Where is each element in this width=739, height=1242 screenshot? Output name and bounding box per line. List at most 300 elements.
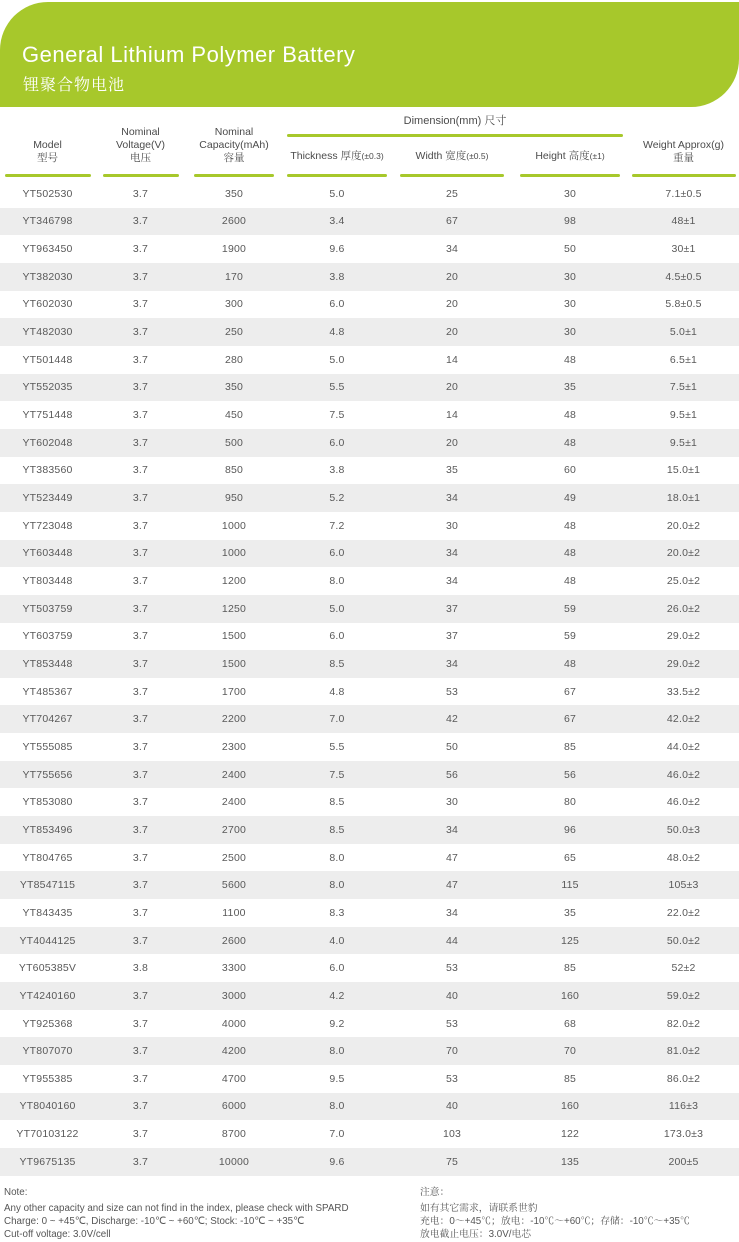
table-row [0,429,739,457]
cell-weight: 26.0±2 [666,602,701,615]
cell-height: 85 [563,1072,577,1085]
table-row [0,374,739,402]
cell-thickness: 8.0 [329,1100,345,1113]
cell-thickness: 6.0 [329,547,345,560]
cell-width: 40 [445,989,459,1002]
cell-capacity: 1500 [221,630,247,643]
cell-width: 56 [445,768,459,781]
cell-model: YT4240160 [19,989,76,1002]
table-row [0,871,739,899]
cell-weight: 46.0±2 [666,796,701,809]
cell-weight: 9.5±1 [669,436,698,449]
cell-weight: 200±5 [668,1155,699,1168]
cell-width: 30 [445,519,459,532]
column-underline [520,174,620,177]
cell-width: 30 [445,796,459,809]
table-row [0,733,739,761]
cell-model: YT602048 [22,436,73,449]
cell-width: 20 [445,381,459,394]
column-underline [400,174,504,177]
cell-height: 160 [560,1100,580,1113]
note-line: 如有其它需求，请联系世豹 [420,1203,538,1214]
cell-width: 53 [445,1072,459,1085]
cell-height: 56 [563,768,577,781]
cell-thickness: 9.6 [329,1155,345,1168]
table-row [0,1093,739,1121]
cell-height: 59 [563,602,577,615]
cell-model: YT8547115 [19,879,76,892]
cell-weight: 44.0±2 [666,740,701,753]
column-header-height: Height 高度(±1) [512,110,628,180]
cell-weight: 7.1±0.5 [665,187,702,200]
cell-capacity: 4000 [221,1017,247,1030]
cell-thickness: 8.3 [329,906,345,919]
cell-width: 34 [445,243,459,256]
cell-model: YT955385 [22,1072,73,1085]
cell-model: YT555085 [22,740,73,753]
cell-voltage: 3.7 [132,187,149,200]
cell-model: YT804765 [22,851,73,864]
cell-capacity: 10000 [218,1155,250,1168]
cell-capacity: 1500 [221,657,247,670]
table-row [0,1120,739,1148]
cell-thickness: 7.2 [329,519,345,532]
cell-model: YT482030 [22,326,73,339]
cell-model: YT853496 [22,823,73,836]
table-row [0,484,739,512]
cell-model: YT807070 [22,1045,73,1058]
cell-weight: 20.0±2 [666,547,701,560]
cell-height: 48 [563,409,577,422]
cell-thickness: 7.0 [329,1128,345,1141]
column-underline [632,174,736,177]
cell-capacity: 6000 [221,1100,247,1113]
page-header [0,2,739,107]
cell-height: 125 [560,934,580,947]
cell-model: YT346798 [22,215,73,228]
cell-voltage: 3.7 [132,492,149,505]
cell-thickness: 8.5 [329,796,345,809]
column-header-thickness: Thickness 厚度(±0.3) [282,110,392,180]
cell-thickness: 5.0 [329,353,345,366]
cell-height: 85 [563,962,577,975]
cell-thickness: 5.0 [329,602,345,615]
cell-model: YT501448 [22,353,73,366]
cell-weight: 86.0±2 [666,1072,701,1085]
table-row [0,899,739,927]
cell-voltage: 3.7 [132,381,149,394]
cell-width: 20 [445,298,459,311]
table-row [0,927,739,955]
cell-model: YT552035 [22,381,73,394]
column-underline [5,174,91,177]
cell-voltage: 3.7 [132,768,149,781]
cell-weight: 20.0±2 [666,519,701,532]
cell-capacity: 300 [224,298,244,311]
cell-width: 20 [445,270,459,283]
cell-capacity: 1900 [221,243,247,256]
column-header-weight: Weight Approx(g) 重量 [628,110,739,180]
cell-width: 14 [445,353,459,366]
cell-model: YT704267 [22,713,73,726]
cell-capacity: 950 [224,492,244,505]
cell-capacity: 3000 [221,989,247,1002]
cell-voltage: 3.7 [132,823,149,836]
cell-height: 60 [563,464,577,477]
table-row [0,401,739,429]
table-row [0,678,739,706]
cell-thickness: 8.0 [329,1045,345,1058]
cell-model: YT723048 [22,519,73,532]
cell-capacity: 2400 [221,768,247,781]
cell-voltage: 3.7 [132,851,149,864]
cell-width: 40 [445,1100,459,1113]
cell-thickness: 4.2 [329,989,345,1002]
cell-thickness: 8.5 [329,657,345,670]
cell-voltage: 3.7 [132,906,149,919]
note-title: 注意： [420,1187,450,1198]
table-row [0,844,739,872]
cell-weight: 59.0±2 [666,989,701,1002]
cell-capacity: 1250 [221,602,247,615]
cell-voltage: 3.7 [132,243,149,256]
table-row [0,1148,739,1176]
cell-width: 34 [445,906,459,919]
cell-width: 20 [445,436,459,449]
cell-width: 70 [445,1045,459,1058]
table-row [0,761,739,789]
cell-thickness: 6.0 [329,630,345,643]
table-row [0,1065,739,1093]
cell-width: 35 [445,464,459,477]
table-row [0,954,739,982]
cell-model: YT925368 [22,1017,73,1030]
table-row [0,595,739,623]
cell-capacity: 450 [224,409,244,422]
cell-weight: 29.0±2 [666,630,701,643]
cell-thickness: 9.2 [329,1017,345,1030]
cell-thickness: 5.5 [329,381,345,394]
cell-thickness: 3.8 [329,270,345,283]
table-row [0,650,739,678]
cell-capacity: 2500 [221,851,247,864]
cell-thickness: 9.6 [329,243,345,256]
cell-model: YT803448 [22,575,73,588]
cell-height: 122 [560,1128,580,1141]
column-header-model: Model 型号 [0,110,95,180]
cell-weight: 18.0±1 [666,492,701,505]
cell-capacity: 350 [224,187,244,200]
cell-height: 48 [563,547,577,560]
cell-model: YT853080 [22,796,73,809]
cell-voltage: 3.7 [132,464,149,477]
cell-model: YT603759 [22,630,73,643]
cell-model: YT9675135 [19,1155,76,1168]
table-row [0,623,739,651]
cell-thickness: 6.0 [329,436,345,449]
cell-thickness: 6.0 [329,298,345,311]
cell-weight: 173.0±3 [663,1128,704,1141]
cell-width: 75 [445,1155,459,1168]
cell-weight: 7.5±1 [669,381,698,394]
cell-capacity: 350 [224,381,244,394]
cell-weight: 105±3 [668,879,699,892]
cell-capacity: 2700 [221,823,247,836]
column-header-voltage: Nominal Voltage(V) 电压 [95,110,186,180]
cell-weight: 25.0±2 [666,575,701,588]
cell-voltage: 3.7 [132,547,149,560]
cell-model: YT603448 [22,547,73,560]
cell-weight: 42.0±2 [666,713,701,726]
cell-capacity: 250 [224,326,244,339]
table-row [0,567,739,595]
table-row [0,1037,739,1065]
column-underline [194,174,274,177]
cell-width: 53 [445,1017,459,1030]
note-title: Note: [4,1187,28,1198]
cell-voltage: 3.7 [132,436,149,449]
table-row [0,180,739,208]
cell-capacity: 8700 [221,1128,247,1141]
cell-model: YT383560 [22,464,73,477]
cell-capacity: 1200 [221,575,247,588]
cell-thickness: 5.5 [329,740,345,753]
table-row [0,208,739,236]
cell-height: 35 [563,906,577,919]
table-row [0,291,739,319]
cell-height: 30 [563,326,577,339]
table-row [0,540,739,568]
cell-thickness: 7.5 [329,409,345,422]
cell-weight: 81.0±2 [666,1045,701,1058]
cell-height: 50 [563,243,577,256]
cell-model: YT523449 [22,492,73,505]
cell-height: 98 [563,215,577,228]
cell-voltage: 3.7 [132,298,149,311]
cell-thickness: 7.5 [329,768,345,781]
cell-width: 37 [445,630,459,643]
cell-width: 47 [445,851,459,864]
cell-weight: 22.0±2 [666,906,701,919]
cell-weight: 4.5±0.5 [665,270,702,283]
notes-english [4,1186,404,1241]
cell-weight: 82.0±2 [666,1017,701,1030]
cell-width: 67 [445,215,459,228]
cell-voltage: 3.7 [132,1017,149,1030]
table-row [0,346,739,374]
cell-voltage: 3.7 [132,1045,149,1058]
cell-thickness: 3.8 [329,464,345,477]
cell-weight: 6.5±1 [669,353,698,366]
cell-model: YT751448 [22,409,73,422]
cell-height: 30 [563,187,577,200]
cell-capacity: 850 [224,464,244,477]
cell-width: 34 [445,547,459,560]
cell-thickness: 7.0 [329,713,345,726]
cell-thickness: 8.5 [329,823,345,836]
cell-weight: 9.5±1 [669,409,698,422]
cell-thickness: 8.0 [329,851,345,864]
cell-voltage: 3.7 [132,519,149,532]
cell-model: YT605385V [18,962,77,975]
cell-voltage: 3.7 [132,630,149,643]
cell-weight: 48.0±2 [666,851,701,864]
cell-capacity: 1100 [222,906,246,919]
notes-chinese [420,1186,735,1241]
cell-thickness: 4.8 [329,326,345,339]
cell-width: 50 [445,740,459,753]
cell-capacity: 2300 [221,740,247,753]
cell-model: YT503759 [22,602,73,615]
table-row [0,512,739,540]
cell-model: YT502530 [22,187,73,200]
cell-weight: 5.0±1 [669,326,698,339]
cell-height: 30 [563,270,577,283]
cell-height: 115 [561,879,579,892]
cell-width: 103 [442,1128,462,1141]
table-row [0,982,739,1010]
cell-voltage: 3.7 [132,1072,149,1085]
cell-height: 48 [563,657,577,670]
cell-width: 53 [445,685,459,698]
cell-thickness: 5.2 [329,492,345,505]
cell-height: 67 [563,713,577,726]
cell-capacity: 1700 [221,685,247,698]
cell-width: 37 [445,602,459,615]
table-row [0,457,739,485]
cell-thickness: 8.0 [329,575,345,588]
cell-width: 34 [445,823,459,836]
cell-model: YT8040160 [19,1100,76,1113]
cell-thickness: 6.0 [329,962,345,975]
cell-height: 48 [563,519,577,532]
cell-capacity: 2600 [221,215,247,228]
cell-voltage: 3.7 [132,1100,149,1113]
cell-capacity: 2400 [221,796,247,809]
cell-capacity: 5600 [221,879,247,892]
cell-capacity: 2600 [221,934,247,947]
column-underline [103,174,179,177]
table-row [0,235,739,263]
cell-height: 160 [560,989,580,1002]
cell-model: YT853448 [22,657,73,670]
cell-voltage: 3.7 [132,879,149,892]
cell-capacity: 1000 [221,519,247,532]
cell-model: YT382030 [22,270,73,283]
cell-voltage: 3.7 [132,215,149,228]
cell-capacity: 500 [224,436,244,449]
cell-voltage: 3.7 [132,1155,149,1168]
cell-model: YT4044125 [19,934,76,947]
cell-voltage: 3.7 [132,326,149,339]
cell-width: 34 [445,657,459,670]
note-line: 放电截止电压：3.0V/电芯 [420,1229,532,1240]
cell-width: 44 [445,934,459,947]
cell-width: 42 [445,713,459,726]
cell-model: YT485367 [22,685,73,698]
cell-height: 65 [563,851,577,864]
cell-weight: 29.0±2 [666,657,701,670]
cell-weight: 30±1 [671,243,696,256]
cell-height: 48 [563,436,577,449]
cell-voltage: 3.7 [132,740,149,753]
cell-voltage: 3.7 [132,409,149,422]
cell-height: 80 [563,796,577,809]
page-title: General Lithium Polymer Battery [22,42,356,67]
cell-width: 25 [445,187,459,200]
cell-height: 85 [563,740,577,753]
cell-voltage: 3.7 [132,270,149,283]
cell-height: 49 [563,492,577,505]
cell-thickness: 4.0 [329,934,345,947]
cell-weight: 15.0±1 [666,464,701,477]
cell-voltage: 3.7 [132,796,149,809]
cell-width: 14 [445,409,459,422]
cell-model: YT70103122 [16,1128,79,1141]
cell-width: 34 [445,492,459,505]
table-row [0,788,739,816]
cell-weight: 33.5±2 [666,685,701,698]
cell-thickness: 8.0 [329,879,345,892]
cell-voltage: 3.7 [132,353,149,366]
cell-voltage: 3.7 [132,934,149,947]
cell-width: 47 [445,879,459,892]
cell-voltage: 3.8 [132,962,149,975]
cell-capacity: 2200 [221,713,247,726]
cell-height: 68 [563,1017,577,1030]
cell-voltage: 3.7 [132,602,149,615]
table-row [0,318,739,346]
table-row [0,1010,739,1038]
cell-thickness: 5.0 [329,187,345,200]
table-row [0,705,739,733]
cell-model: YT755656 [22,768,73,781]
cell-weight: 5.8±0.5 [665,298,702,311]
cell-voltage: 3.7 [132,657,149,670]
cell-capacity: 1000 [221,547,247,560]
note-line: Any other capacity and size can not find in the index, please check with SPARD [4,1203,349,1214]
column-header-width: Width 宽度(±0.5) [392,110,512,180]
note-line: Cut-off voltage: 3.0V/cell [4,1229,111,1240]
cell-weight: 50.0±2 [666,934,701,947]
cell-weight: 50.0±3 [666,823,701,836]
table-header [0,110,739,180]
cell-height: 35 [563,381,577,394]
cell-thickness: 3.4 [329,215,345,228]
cell-height: 67 [563,685,577,698]
cell-weight: 48±1 [671,215,696,228]
cell-model: YT843435 [22,906,73,919]
cell-height: 30 [563,298,577,311]
cell-weight: 52±2 [671,962,696,975]
cell-width: 20 [445,326,459,339]
cell-weight: 116±3 [668,1100,699,1113]
cell-voltage: 3.7 [132,1128,149,1141]
cell-weight: 46.0±2 [666,768,701,781]
cell-model: YT602030 [22,298,73,311]
column-header-capacity: Nominal Capacity(mAh) 容量 [186,110,282,180]
cell-capacity: 3300 [221,962,247,975]
note-line: 充电：0～+45℃；放电：-10℃～+60℃；存储：-10℃～+35℃ [420,1216,690,1227]
table-row [0,263,739,291]
cell-height: 48 [563,353,577,366]
column-underline [287,174,387,177]
cell-height: 70 [563,1045,577,1058]
cell-capacity: 4700 [221,1072,247,1085]
table-row [0,816,739,844]
cell-voltage: 3.7 [132,575,149,588]
cell-height: 48 [563,575,577,588]
